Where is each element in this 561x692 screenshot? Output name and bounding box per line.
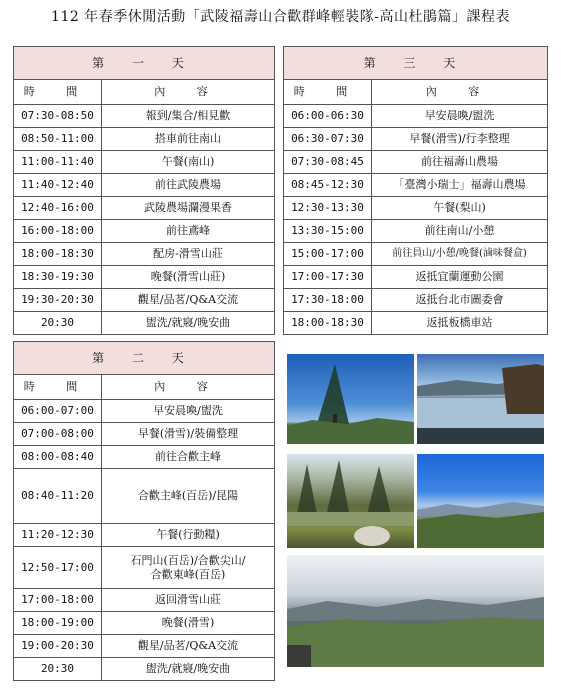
row-content: 合歡主峰(百岳)/昆陽 [102, 469, 275, 524]
row-time: 12:50-17:00 [14, 547, 102, 589]
row-content: 前往福壽山農場 [372, 151, 548, 174]
row-time: 08:45-12:30 [284, 174, 372, 197]
row-content: 早安晨喚/盥洗 [372, 105, 548, 128]
row-time: 15:00-17:00 [284, 243, 372, 266]
row-content: 武陵農場瀾漫果香 [102, 197, 275, 220]
row-content: 前往武陵農場 [102, 174, 275, 197]
row-time: 12:40-16:00 [14, 197, 102, 220]
row-time: 19:00-20:30 [14, 635, 102, 658]
day3-label: 第 三 天 [284, 47, 548, 80]
row-content: 前往南山/小憩 [372, 220, 548, 243]
page-title: 112 年春季休閒活動「武陵福壽山合歡群峰輕裝隊-高山杜鵑篇」課程表 [51, 9, 510, 25]
row-time: 18:00-19:00 [14, 612, 102, 635]
row-content: 返抵宜蘭運動公園 [372, 266, 548, 289]
row-content: 返抵台北市圖委會 [372, 289, 548, 312]
row-content: 石門山(百岳)/合歡尖山/合歡東峰(百岳) [102, 547, 275, 589]
row-content: 前往合歡主峰 [102, 446, 275, 469]
row-content: 早餐(滑雪)/行李整理 [372, 128, 548, 151]
row-time: 13:30-15:00 [284, 220, 372, 243]
day1-label: 第 一 天 [14, 47, 275, 80]
day3-schedule-table [283, 46, 548, 335]
row-content: 搭車前往南山 [102, 128, 275, 151]
row-time: 12:30-13:30 [284, 197, 372, 220]
row-time: 11:40-12:40 [14, 174, 102, 197]
day2-schedule-table [13, 341, 275, 681]
row-time: 08:50-11:00 [14, 128, 102, 151]
time-header: 時 間 [284, 80, 372, 105]
row-time: 19:30-20:30 [14, 289, 102, 312]
row-time: 17:00-17:30 [284, 266, 372, 289]
row-time: 17:30-18:00 [284, 289, 372, 312]
day2-label: 第 二 天 [14, 342, 275, 375]
day1-schedule-table [13, 46, 275, 335]
row-content: 前往鳶峰 [102, 220, 275, 243]
row-content: 午餐(梨山) [372, 197, 548, 220]
row-content: 「臺灣小瑞士」福壽山農場 [372, 174, 548, 197]
content-header: 內 容 [102, 375, 275, 400]
row-time: 07:00-08:00 [14, 423, 102, 446]
row-time: 20:30 [14, 312, 102, 335]
row-time: 08:40-11:20 [14, 469, 102, 524]
row-content: 觀星/品茗/Q&A交流 [102, 635, 275, 658]
row-content: 觀星/品茗/Q&A交流 [102, 289, 275, 312]
row-time: 08:00-08:40 [14, 446, 102, 469]
pine-tree-mountain-photo [287, 354, 414, 444]
time-header: 時 間 [14, 375, 102, 400]
row-time: 06:00-06:30 [284, 105, 372, 128]
row-content: 報到/集合/相見歡 [102, 105, 275, 128]
row-time: 18:00-18:30 [14, 243, 102, 266]
row-time: 18:00-18:30 [284, 312, 372, 335]
row-content: 午餐(南山) [102, 151, 275, 174]
row-content: 配房-滑雪山莊 [102, 243, 275, 266]
row-time: 11:20-12:30 [14, 524, 102, 547]
time-header: 時 間 [14, 80, 102, 105]
row-content: 早餐(滑雪)/裝備整理 [102, 423, 275, 446]
row-time: 06:00-07:00 [14, 400, 102, 423]
row-content: 盥洗/就寢/晚安曲 [102, 658, 275, 681]
forest-pond-photo [287, 454, 414, 548]
row-content: 午餐(行動糧) [102, 524, 275, 547]
infinity-pool-lodge-photo [417, 354, 544, 444]
cloudy-mountain-panorama-photo [287, 555, 544, 667]
mountain-view-photo [417, 454, 544, 548]
row-time: 11:00-11:40 [14, 151, 102, 174]
row-time: 07:30-08:50 [14, 105, 102, 128]
row-content: 返回滑雪山莊 [102, 589, 275, 612]
row-content: 返抵板橋車站 [372, 312, 548, 335]
row-content: 盥洗/就寢/晚安曲 [102, 312, 275, 335]
row-time: 18:30-19:30 [14, 266, 102, 289]
row-content: 晚餐(滑雪) [102, 612, 275, 635]
row-time: 06:30-07:30 [284, 128, 372, 151]
row-time: 20:30 [14, 658, 102, 681]
content-header: 內 容 [102, 80, 275, 105]
row-content: 晚餐(滑雪山莊) [102, 266, 275, 289]
row-content: 早安晨喚/盥洗 [102, 400, 275, 423]
photo-collage [285, 348, 546, 668]
row-content: 前往員山/小憩/晚餐(滷味餐盒) [372, 243, 548, 266]
content-header: 內 容 [372, 80, 548, 105]
row-time: 16:00-18:00 [14, 220, 102, 243]
row-time: 07:30-08:45 [284, 151, 372, 174]
row-time: 17:00-18:00 [14, 589, 102, 612]
